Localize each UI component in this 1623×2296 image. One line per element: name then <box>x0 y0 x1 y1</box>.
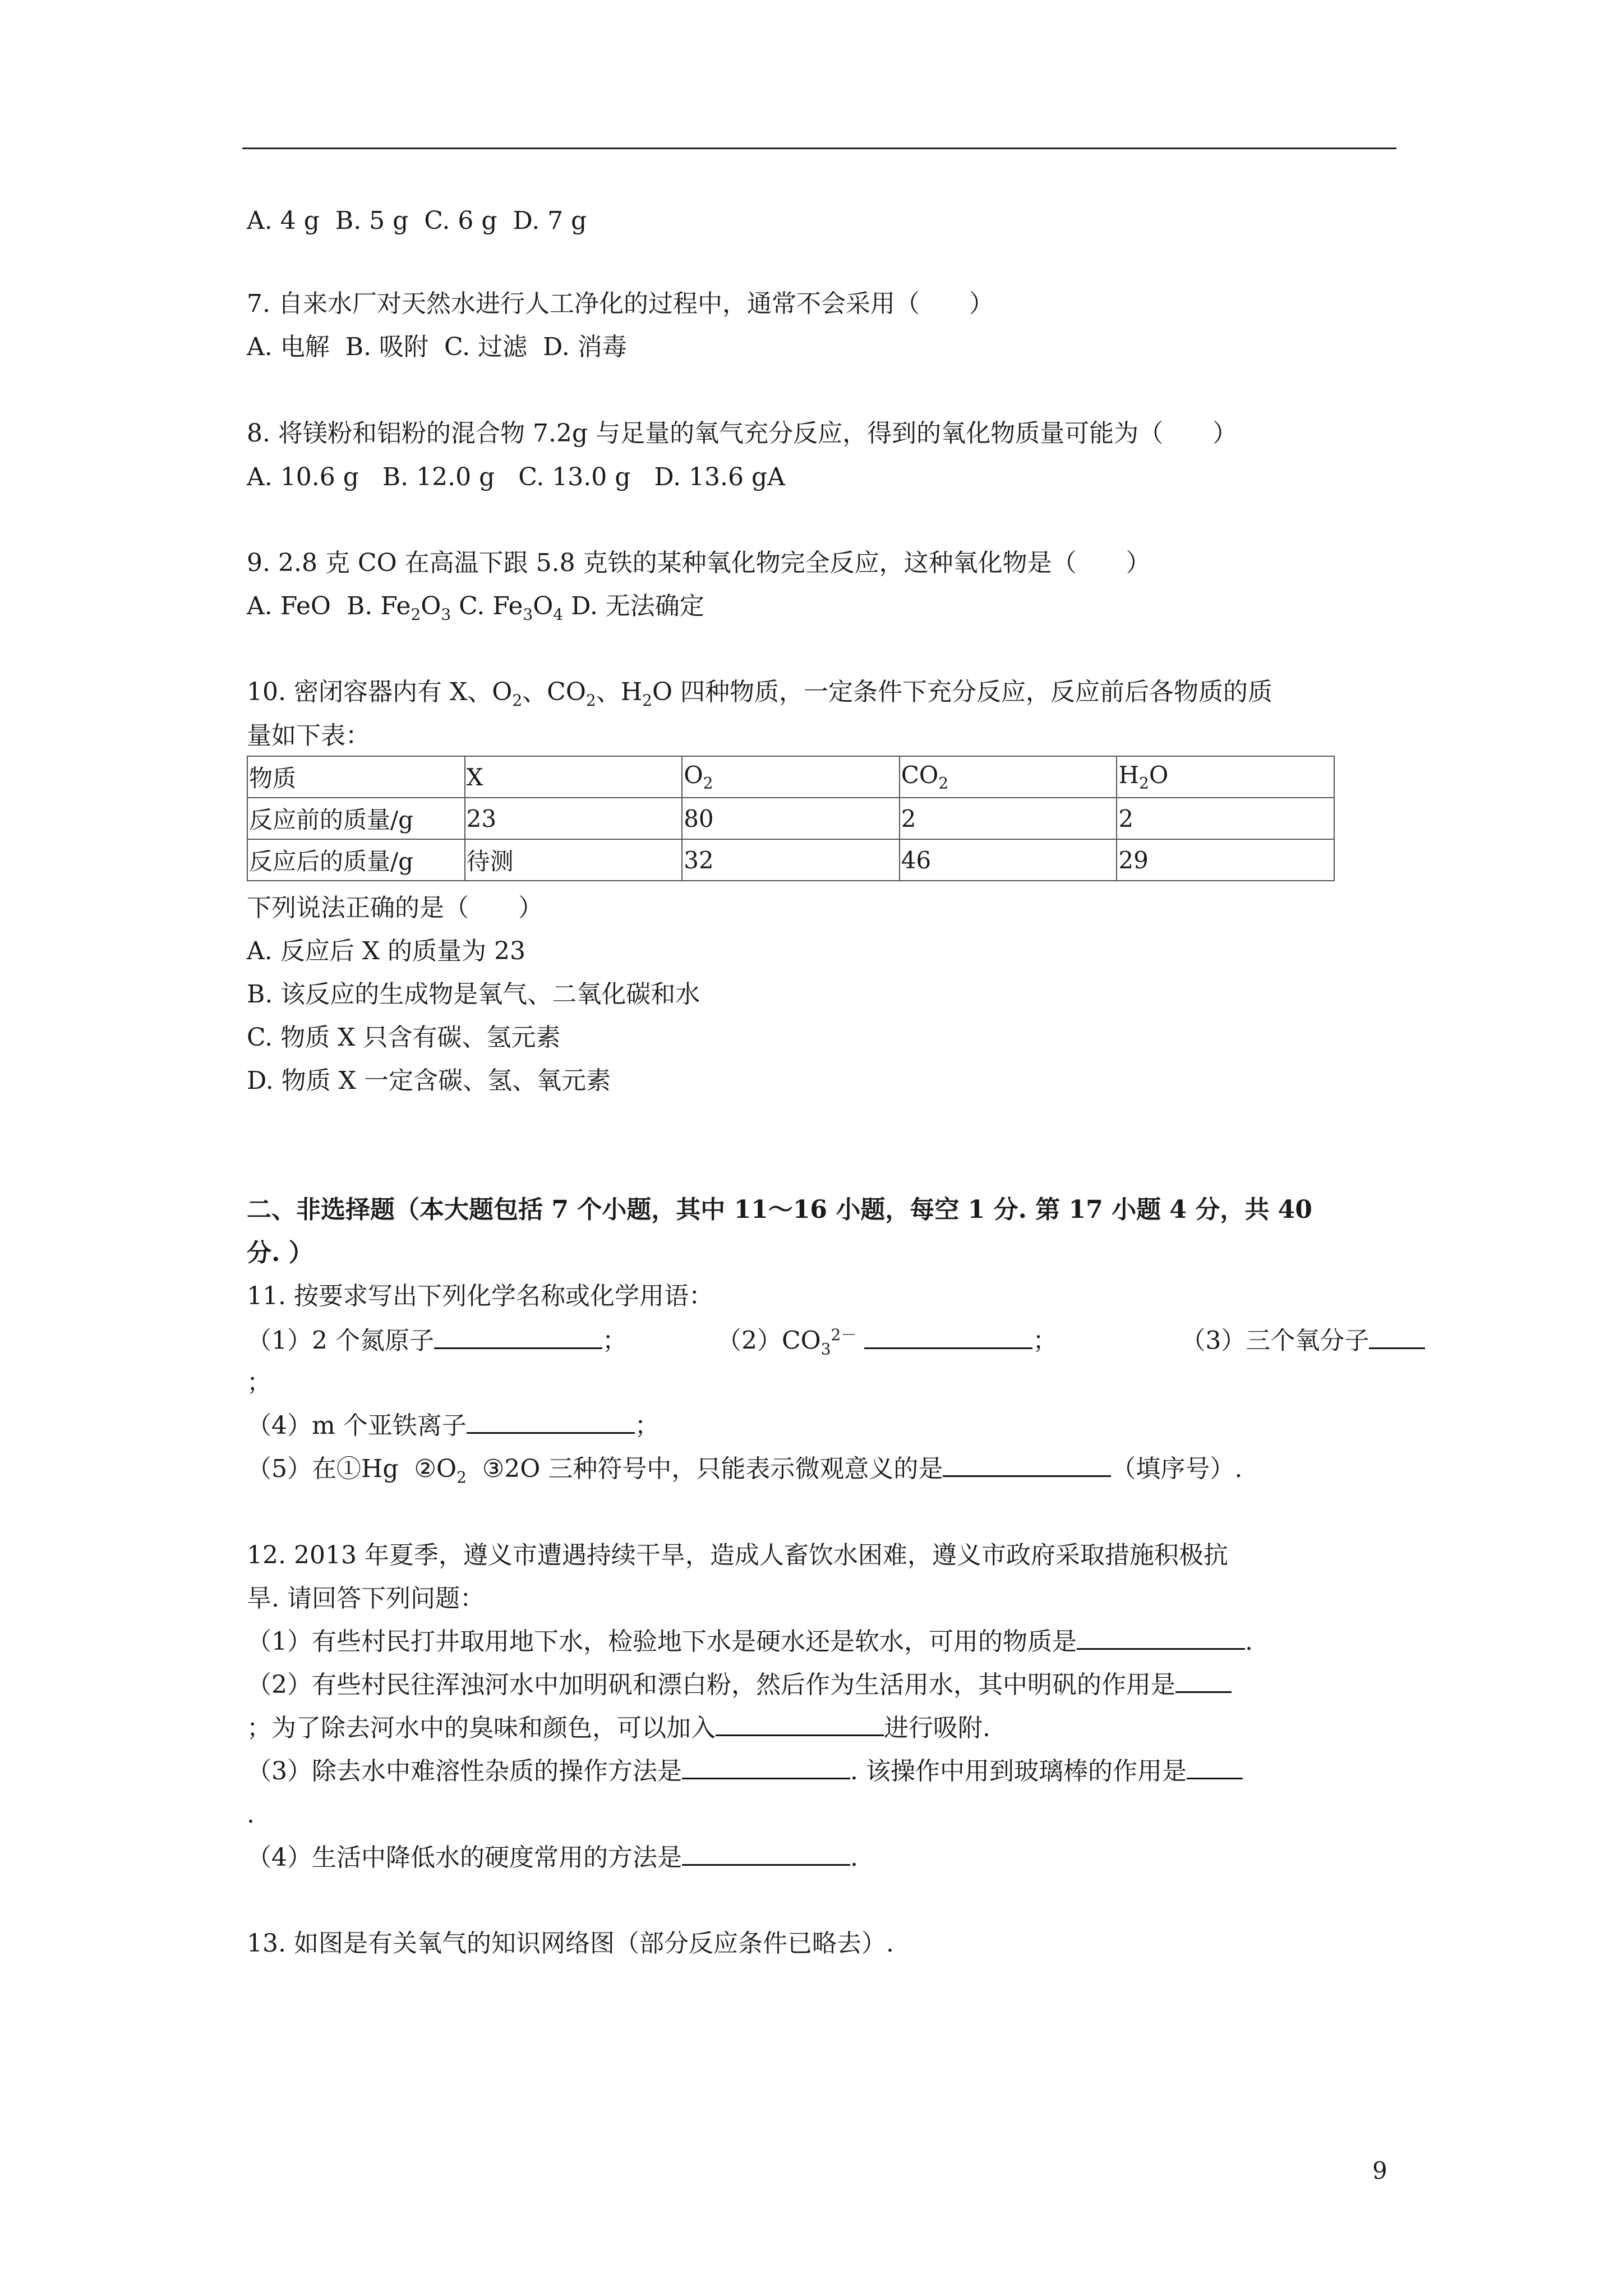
table-cell: 80 <box>682 798 900 839</box>
answer-blank[interactable] <box>1077 1648 1245 1650</box>
q11-part3-cont: ； <box>247 1368 271 1397</box>
mass-table <box>247 756 1335 881</box>
q13-stem: 13. 如图是有关氧气的知识网络图（部分反应条件已略去）. <box>247 1929 894 1958</box>
q12-part2-cont: ；为了除去河水中的臭味和颜色，可以加入 进行吸附. <box>247 1714 990 1742</box>
q11-parts-row1: （1）2 个氮原子 ； $(2)CO_3^{2-}$ ； （3）三个氧分子 <box>247 1327 1425 1357</box>
table-cell: 物质 <box>247 756 465 798</box>
table-row <box>247 798 1334 839</box>
q11-stem: 11. 按要求写出下列化学名称或化学用语： <box>247 1282 713 1310</box>
q12-part4: （4）生活中降低水的硬度常用的方法是 . <box>247 1843 858 1872</box>
q7-options: A. 电解 B. 吸附 C. 过滤 D. 消毒 <box>247 333 627 361</box>
answer-blank[interactable] <box>943 1475 1111 1477</box>
table-cell: $H_2O$ <box>1117 756 1334 798</box>
table-cell: 2 <box>900 798 1117 839</box>
q8-options: A. 10.6 g B. 12.0 g C. 13.0 g D. 13.6 gA <box>247 463 785 491</box>
q9-stem: 9. 2.8 克 CO 在高温下跟 5.8 克铁的某种氧化物完全反应，这种氧化物是（ ） <box>247 549 1151 577</box>
table-cell: X <box>465 756 683 798</box>
q10-option-b: B. 该反应的生成物是氧气、二氧化碳和水 <box>247 980 700 1009</box>
q10-option-d: D. 物质 X 一定含碳、氢、氧元素 <box>247 1066 611 1095</box>
q12-stem-line2: 旱. 请回答下列问题： <box>247 1584 485 1613</box>
answer-blank[interactable] <box>682 1864 850 1866</box>
answer-blank[interactable] <box>716 1734 884 1736</box>
section2-heading-line1: 二、非选择题（本大题包括 7 个小题，其中 11～16 小题，每空 1 分. 第 17 小题 4 分，共 40 <box>247 1195 1312 1224</box>
q12-part1: （1）有些村民打井取用地下水，检验地下水是硬水还是软水，可用的物质是 . <box>247 1627 1253 1656</box>
q12-part2: （2）有些村民往浑浊河水中加明矾和漂白粉，然后作为生活用水，其中明矾的作用是 <box>247 1673 1232 1697</box>
header-rule <box>242 148 1396 149</box>
table-cell: 32 <box>682 839 900 881</box>
q10-prompt: 下列说法正确的是（ ） <box>247 894 543 922</box>
q10-stem-line1: 10. 密闭容器内有 X、$O_2$、$CO_2$、$H_2O$ 四种物质，一定条件下充分反应，反应前后各物质的质 <box>247 678 1273 710</box>
q12-part3: （3）除去水中难溶性杂质的操作方法是 . 该操作中用到玻璃棒的作用是 <box>247 1759 1243 1784</box>
table-cell: $O_2$ <box>682 756 900 798</box>
answer-blank[interactable] <box>1175 1691 1232 1693</box>
section2-heading-line2: 分. ） <box>247 1239 313 1267</box>
answer-blank[interactable] <box>682 1777 850 1779</box>
q11-part5: （5）在①Hg $②O_2$ ③2O 三种符号中，只能表示微观意义的是 （填序号）. <box>247 1455 1243 1487</box>
q11-part4: （4）m 个亚铁离子 ； <box>247 1411 660 1440</box>
q12-stem-line1: 12. 2013 年夏季，遵义市遭遇持续干旱，造成人畜饮水困难，遵义市政府采取措施积极抗 <box>247 1541 1228 1570</box>
answer-blank[interactable] <box>1187 1777 1243 1779</box>
table-cell: 待测 <box>465 839 683 881</box>
q6-options: A. 4 g B. 5 g C. 6 g D. 7 g <box>247 206 587 235</box>
answer-blank[interactable] <box>467 1432 635 1434</box>
q10-option-c: C. 物质 X 只含有碳、氢元素 <box>247 1023 561 1052</box>
q12-part3-cont: . <box>247 1800 255 1829</box>
table-row <box>247 839 1334 881</box>
table-cell: 23 <box>465 798 683 839</box>
q7-stem: 7. 自来水厂对天然水进行人工净化的过程中，通常不会采用（ ） <box>247 289 994 318</box>
answer-blank[interactable] <box>434 1347 602 1349</box>
q10-option-a: A. 反应后 X 的质量为 23 <box>247 937 526 965</box>
q8-stem: 8. 将镁粉和铝粉的混合物 7.2g 与足量的氧气充分反应，得到的氧化物质量可能为（ ） <box>247 419 1238 448</box>
table-cell: 2 <box>1117 798 1334 839</box>
page-number: 9 <box>1372 2157 1387 2184</box>
table-cell: $CO_2$ <box>900 756 1117 798</box>
table-cell: 46 <box>900 839 1117 881</box>
answer-blank[interactable] <box>864 1347 1032 1349</box>
table-cell: 反应前的质量/g <box>247 798 465 839</box>
table-cell: 反应后的质量/g <box>247 839 465 881</box>
table-header-row <box>247 756 1334 798</box>
q9-options: A. FeO B. $Fe_2O_3$ C. $Fe_3O_4$ D. 无法确定 <box>247 592 704 624</box>
q10-stem-line2: 量如下表： <box>247 721 370 750</box>
table-cell: 29 <box>1117 839 1334 881</box>
answer-blank[interactable] <box>1369 1347 1425 1349</box>
